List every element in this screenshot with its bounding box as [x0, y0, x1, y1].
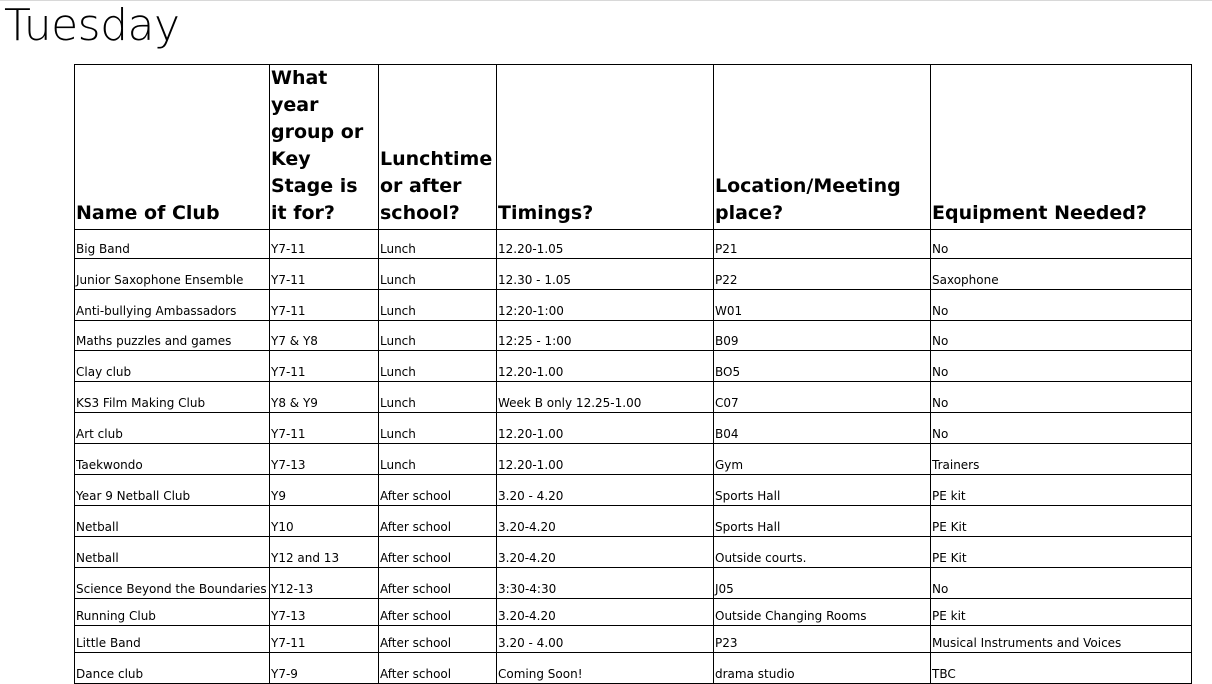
table-row [75, 259, 1192, 290]
table-row [75, 444, 1192, 475]
timings-cell: 3.20 - 4.20 [497, 475, 714, 506]
session-cell: After school [379, 568, 497, 599]
table-row [75, 351, 1192, 382]
equipment-cell: Saxophone [931, 259, 1192, 290]
equipment-cell: Trainers [931, 444, 1192, 475]
equipment-cell: No [931, 321, 1192, 351]
club-name-cell: Taekwondo [75, 444, 270, 475]
year-group-cell: Y7-11 [270, 259, 379, 290]
column-header-year-group: What year group or Key Stage is it for? [270, 65, 379, 230]
timings-cell: 3:30-4:30 [497, 568, 714, 599]
club-name-cell: Junior Saxophone Ensemble [75, 259, 270, 290]
year-group-cell: Y7-11 [270, 290, 379, 321]
table-row [75, 626, 1192, 653]
equipment-cell: No [931, 351, 1192, 382]
location-cell: B04 [714, 413, 931, 444]
column-header-equipment: Equipment Needed? [931, 65, 1192, 230]
timings-cell: 12.20-1.00 [497, 351, 714, 382]
equipment-cell: Musical Instruments and Voices [931, 626, 1192, 653]
timings-cell: Week B only 12.25-1.00 [497, 382, 714, 413]
session-cell: Lunch [379, 382, 497, 413]
club-name-cell: Clay club [75, 351, 270, 382]
location-cell: BO5 [714, 351, 931, 382]
equipment-cell: TBC [931, 653, 1192, 684]
equipment-cell: PE Kit [931, 506, 1192, 537]
location-cell: Sports Hall [714, 506, 931, 537]
location-cell: Sports Hall [714, 475, 931, 506]
table-row [75, 290, 1192, 321]
timings-cell: 3.20 - 4.00 [497, 626, 714, 653]
club-name-cell: Science Beyond the Boundaries [75, 568, 270, 599]
table-row [75, 413, 1192, 444]
equipment-cell: PE Kit [931, 537, 1192, 568]
session-cell: After school [379, 626, 497, 653]
equipment-cell: No [931, 290, 1192, 321]
location-cell: C07 [714, 382, 931, 413]
year-group-cell: Y10 [270, 506, 379, 537]
timings-cell: 3.20-4.20 [497, 537, 714, 568]
year-group-cell: Y7-11 [270, 413, 379, 444]
session-cell: Lunch [379, 321, 497, 351]
timings-cell: 12:25 - 1:00 [497, 321, 714, 351]
column-header-location: Location/Meeting place? [714, 65, 931, 230]
club-name-cell: Big Band [75, 230, 270, 259]
column-header-club-name: Name of Club [75, 65, 270, 230]
timings-cell: Coming Soon! [497, 653, 714, 684]
club-name-cell: Art club [75, 413, 270, 444]
session-cell: Lunch [379, 259, 497, 290]
timings-cell: 12.20-1.00 [497, 413, 714, 444]
year-group-cell: Y7 & Y8 [270, 321, 379, 351]
table-row [75, 506, 1192, 537]
session-cell: After school [379, 537, 497, 568]
location-cell: P21 [714, 230, 931, 259]
year-group-cell: Y12 and 13 [270, 537, 379, 568]
timings-cell: 3.20-4.20 [497, 506, 714, 537]
club-name-cell: Netball [75, 537, 270, 568]
equipment-cell: PE kit [931, 475, 1192, 506]
session-cell: Lunch [379, 444, 497, 475]
location-cell: B09 [714, 321, 931, 351]
club-name-cell: Anti-bullying Ambassadors [75, 290, 270, 321]
session-cell: Lunch [379, 290, 497, 321]
location-cell: P22 [714, 259, 931, 290]
top-divider [0, 0, 1212, 1]
club-name-cell: Dance club [75, 653, 270, 684]
table-row [75, 599, 1192, 626]
club-name-cell: KS3 Film Making Club [75, 382, 270, 413]
club-name-cell: Year 9 Netball Club [75, 475, 270, 506]
year-group-cell: Y7-11 [270, 230, 379, 259]
club-name-cell: Little Band [75, 626, 270, 653]
column-header-timings: Timings? [497, 65, 714, 230]
year-group-cell: Y7-13 [270, 599, 379, 626]
location-cell: Outside courts. [714, 537, 931, 568]
timings-cell: 12:20-1:00 [497, 290, 714, 321]
table-row [75, 568, 1192, 599]
equipment-cell: No [931, 382, 1192, 413]
table-header-row [75, 65, 1192, 230]
timings-cell: 3.20-4.20 [497, 599, 714, 626]
column-header-session: Lunchtime or after school? [379, 65, 497, 230]
location-cell: drama studio [714, 653, 931, 684]
session-cell: After school [379, 475, 497, 506]
equipment-cell: No [931, 413, 1192, 444]
session-cell: After school [379, 599, 497, 626]
table-row [75, 230, 1192, 259]
club-name-cell: Netball [75, 506, 270, 537]
table-row [75, 653, 1192, 684]
table-row [75, 321, 1192, 351]
timings-cell: 12.20-1.05 [497, 230, 714, 259]
year-group-cell: Y7-11 [270, 351, 379, 382]
session-cell: After school [379, 653, 497, 684]
location-cell: Outside Changing Rooms [714, 599, 931, 626]
year-group-cell: Y7-9 [270, 653, 379, 684]
location-cell: Gym [714, 444, 931, 475]
page-title: Tuesday [4, 0, 180, 51]
session-cell: After school [379, 506, 497, 537]
table-row [75, 537, 1192, 568]
location-cell: W01 [714, 290, 931, 321]
table-row [75, 382, 1192, 413]
year-group-cell: Y12-13 [270, 568, 379, 599]
table-row [75, 475, 1192, 506]
equipment-cell: PE kit [931, 599, 1192, 626]
location-cell: J05 [714, 568, 931, 599]
clubs-table [74, 64, 1192, 684]
club-name-cell: Maths puzzles and games [75, 321, 270, 351]
year-group-cell: Y8 & Y9 [270, 382, 379, 413]
session-cell: Lunch [379, 413, 497, 444]
location-cell: P23 [714, 626, 931, 653]
club-name-cell: Running Club [75, 599, 270, 626]
timings-cell: 12.20-1.00 [497, 444, 714, 475]
session-cell: Lunch [379, 351, 497, 382]
year-group-cell: Y7-13 [270, 444, 379, 475]
year-group-cell: Y7-11 [270, 626, 379, 653]
year-group-cell: Y9 [270, 475, 379, 506]
session-cell: Lunch [379, 230, 497, 259]
equipment-cell: No [931, 568, 1192, 599]
timings-cell: 12.30 - 1.05 [497, 259, 714, 290]
equipment-cell: No [931, 230, 1192, 259]
